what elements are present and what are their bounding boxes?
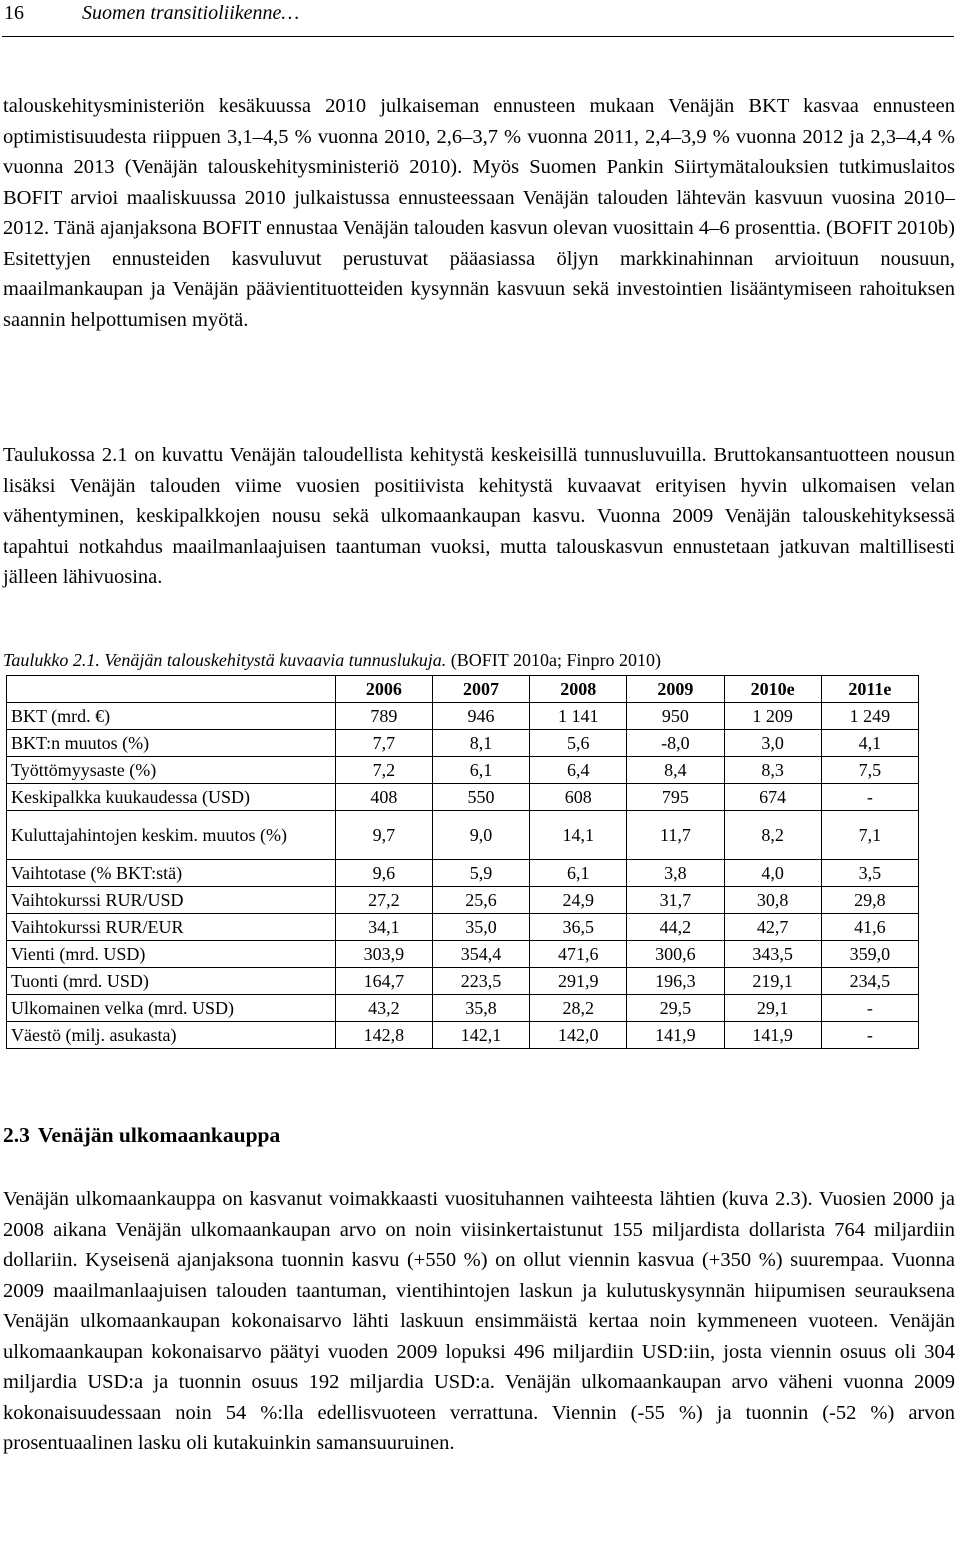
- table-cell: 3,8: [627, 860, 724, 887]
- table-cell: 7,5: [821, 757, 918, 784]
- year-header: 2010e: [724, 676, 821, 703]
- table-cell: -: [821, 784, 918, 811]
- paragraph-foreign-trade: Venäjän ulkomaankauppa on kasvanut voimakkaasti vuosituhannen vaihteesta lähtien (kuva 2.3). Vuosien 2000 ja 2008 aikana Venäjän ulkomaankaupan arvo on noin viisinkertaistunut 155 miljardista dollarista 764 miljardiin dollariin. Kyseisenä ajanjaksona tuonnin kasvu (+550 %) on ollut viennin kasvua (+350 %) suurempaa. Vuonna 2009 maailmanlaajuisen talouden taantuman, vientihintojen laskun ja kulutuskysynnän hiipumisen seurauksena Venäjän ulkomaankaupan kokonaisarvo lähti laskuun ensimmäistä kertaa noin kymmeneen vuoteen. Venäjän ulkomaankaupan kokonaisarvo päätyi vuoden 2009 lopuksi 496 miljardiin USD:iin, josta viennin osuus oli 304 miljardia USD:a ja tuonnin osuus 192 miljardia USD:a. Venäjän ulkomaankaupan arvo väheni vuonna 2009 kokonaisuudessaan noin 54 %:lla edellisvuoteen verrattuna. Viennin (-55 %) ja tuonnin (-52 %) arvon prosentuaalinen lasku oli kutakuinkin samansuuruinen.: [3, 1188, 955, 1454]
- table-cell: 408: [335, 784, 432, 811]
- table-cell: 950: [627, 703, 724, 730]
- table-row: [7, 784, 919, 811]
- table-source: (BOFIT 2010a; Finpro 2010): [450, 650, 661, 670]
- table-cell: 3,0: [724, 730, 821, 757]
- table-cell: 300,6: [627, 941, 724, 968]
- table-cell: 28,2: [530, 995, 627, 1022]
- table-cell: 141,9: [724, 1022, 821, 1049]
- row-label: BKT:n muutos (%): [7, 730, 336, 757]
- table-cell: 31,7: [627, 887, 724, 914]
- table-row: [7, 860, 919, 887]
- table-cell: 24,9: [530, 887, 627, 914]
- table-cell: 43,2: [335, 995, 432, 1022]
- table-cell: 25,6: [432, 887, 529, 914]
- row-label: BKT (mrd. €): [7, 703, 336, 730]
- table-cell: -: [821, 1022, 918, 1049]
- table-cell: 142,0: [530, 1022, 627, 1049]
- table-cell: 1 209: [724, 703, 821, 730]
- table-cell: 196,3: [627, 968, 724, 995]
- table-cell: 9,7: [335, 811, 432, 860]
- page-header: [2, 0, 954, 37]
- table-cell: 14,1: [530, 811, 627, 860]
- table-cell: 142,1: [432, 1022, 529, 1049]
- table-cell: 354,4: [432, 941, 529, 968]
- table-cell: 6,1: [530, 860, 627, 887]
- table-row: [7, 757, 919, 784]
- row-label: Vaihtokurssi RUR/EUR: [7, 914, 336, 941]
- row-label: Keskipalkka kuukaudessa (USD): [7, 784, 336, 811]
- table-cell: 1 249: [821, 703, 918, 730]
- table-row: [7, 1022, 919, 1049]
- table-cell: 35,0: [432, 914, 529, 941]
- table-cell: 27,2: [335, 887, 432, 914]
- row-label: Vienti (mrd. USD): [7, 941, 336, 968]
- page-number: 16: [4, 2, 24, 24]
- table-cell: 608: [530, 784, 627, 811]
- table-row: [7, 941, 919, 968]
- paragraph-forecasts: talouskehitysministeriön kesäkuussa 2010 julkaiseman ennusteen mukaan Venäjän BKT kasvaa ennusteen optimistisuudesta riippuen 3,1–4,5 % vuonna 2010, 2,6–3,7 % vuonna 2011, 2,4–3,9 % vuonna 2012 ja 2,3–4,4 % vuonna 2013 (Venäjän talouskehitysministeriö 2010). Myös Suomen Pankin Siirtymätalouksien tutkimuslaitos BOFIT arvioi maaliskuussa 2010 julkaistussa ennusteessaan Venäjän talouden lähtevän kasvuun vuosina 2010–2012. Tänä ajanjaksona BOFIT ennustaa Venäjän talouden kasvun olevan vuosittain 4–6 prosenttia. (BOFIT 2010b) Esitettyjen ennusteiden kasvuluvut perustuvat pääasiassa öljyn markkinahinnan arvioituun nousuun, maailmankaupan ja Venäjän päävientituotteiden kysynnän kasvuun sekä investointien lisääntymiseen rahoituksen saannin helpottumisen myötä.: [3, 95, 955, 331]
- table-cell: 36,5: [530, 914, 627, 941]
- table-row: [7, 995, 919, 1022]
- table-caption-text: Taulukko 2.1. Venäjän talouskehitystä kuvaavia tunnuslukuja.: [3, 650, 447, 670]
- table-cell: 795: [627, 784, 724, 811]
- table-cell: 142,8: [335, 1022, 432, 1049]
- table-cell: 359,0: [821, 941, 918, 968]
- running-title: Suomen transitioliikenne…: [82, 2, 300, 24]
- table-cell: -8,0: [627, 730, 724, 757]
- table-cell: 164,7: [335, 968, 432, 995]
- table-cell: 141,9: [627, 1022, 724, 1049]
- table-cell: 3,5: [821, 860, 918, 887]
- year-header: 2008: [530, 676, 627, 703]
- table-cell: 8,2: [724, 811, 821, 860]
- table-corner-cell: [7, 676, 336, 703]
- table-cell: 303,9: [335, 941, 432, 968]
- table-cell: 6,1: [432, 757, 529, 784]
- table-cell: 946: [432, 703, 529, 730]
- table-cell: 4,1: [821, 730, 918, 757]
- table-cell: 291,9: [530, 968, 627, 995]
- table-cell: 8,4: [627, 757, 724, 784]
- table-cell: 6,4: [530, 757, 627, 784]
- year-header: 2006: [335, 676, 432, 703]
- table-cell: -: [821, 995, 918, 1022]
- table-cell: 7,2: [335, 757, 432, 784]
- row-label: Kuluttajahintojen keskim. muutos (%): [7, 811, 336, 860]
- year-header: 2011e: [821, 676, 918, 703]
- table-cell: 29,5: [627, 995, 724, 1022]
- table-cell: 550: [432, 784, 529, 811]
- table-cell: 29,8: [821, 887, 918, 914]
- economic-indicators-table: [6, 675, 919, 1049]
- table-cell: 4,0: [724, 860, 821, 887]
- table-cell: 789: [335, 703, 432, 730]
- table-cell: 11,7: [627, 811, 724, 860]
- year-header: 2009: [627, 676, 724, 703]
- table-cell: 9,0: [432, 811, 529, 860]
- table-cell: 234,5: [821, 968, 918, 995]
- table-row: [7, 811, 919, 860]
- row-label: Työttömyysaste (%): [7, 757, 336, 784]
- section-number: 2.3: [3, 1123, 30, 1147]
- table-cell: 9,6: [335, 860, 432, 887]
- table-cell: 7,1: [821, 811, 918, 860]
- table-row: [7, 730, 919, 757]
- year-header: 2007: [432, 676, 529, 703]
- row-label: Väestö (milj. asukasta): [7, 1022, 336, 1049]
- table-cell: 674: [724, 784, 821, 811]
- paragraph-table-intro: Taulukossa 2.1 on kuvattu Venäjän taloudellista kehitystä keskeisillä tunnusluvuilla. Bruttokansantuotteen nousun lisäksi Venäjän talouden viime vuosien positiivista kehitystä kuvaavat erityisen hyvin ulkomaisen velan vähentyminen, keskipalkkojen nousu sekä ulkomaankaupan kasvu. Vuonna 2009 Venäjän talouskehityksessä tapahtui notkahdus maailmanlaajuisen taantuman vuoksi, mutta talouskasvun ennustetaan jatkuvan maltillisesti jälleen lähivuosina.: [3, 444, 955, 588]
- table-row: [7, 914, 919, 941]
- table-cell: 223,5: [432, 968, 529, 995]
- table-cell: 5,9: [432, 860, 529, 887]
- table-cell: 219,1: [724, 968, 821, 995]
- table-cell: 7,7: [335, 730, 432, 757]
- row-label: Vaihtokurssi RUR/USD: [7, 887, 336, 914]
- table-cell: 343,5: [724, 941, 821, 968]
- section-title: Venäjän ulkomaankauppa: [37, 1123, 281, 1147]
- row-label: Vaihtotase (% BKT:stä): [7, 860, 336, 887]
- row-label: Tuonti (mrd. USD): [7, 968, 336, 995]
- table-cell: 35,8: [432, 995, 529, 1022]
- table-row: [7, 703, 919, 730]
- section-heading: [3, 1123, 280, 1148]
- table-cell: 42,7: [724, 914, 821, 941]
- table-row: [7, 968, 919, 995]
- table-cell: 44,2: [627, 914, 724, 941]
- table-cell: 5,6: [530, 730, 627, 757]
- table-cell: 29,1: [724, 995, 821, 1022]
- table-cell: 1 141: [530, 703, 627, 730]
- table-cell: 8,3: [724, 757, 821, 784]
- table-cell: 30,8: [724, 887, 821, 914]
- table-cell: 8,1: [432, 730, 529, 757]
- table-body: [7, 703, 919, 1049]
- table-header-row: [7, 676, 919, 703]
- table-cell: 41,6: [821, 914, 918, 941]
- table-row: [7, 887, 919, 914]
- table-cell: 471,6: [530, 941, 627, 968]
- row-label: Ulkomainen velka (mrd. USD): [7, 995, 336, 1022]
- table-cell: 34,1: [335, 914, 432, 941]
- table-caption: [3, 650, 661, 671]
